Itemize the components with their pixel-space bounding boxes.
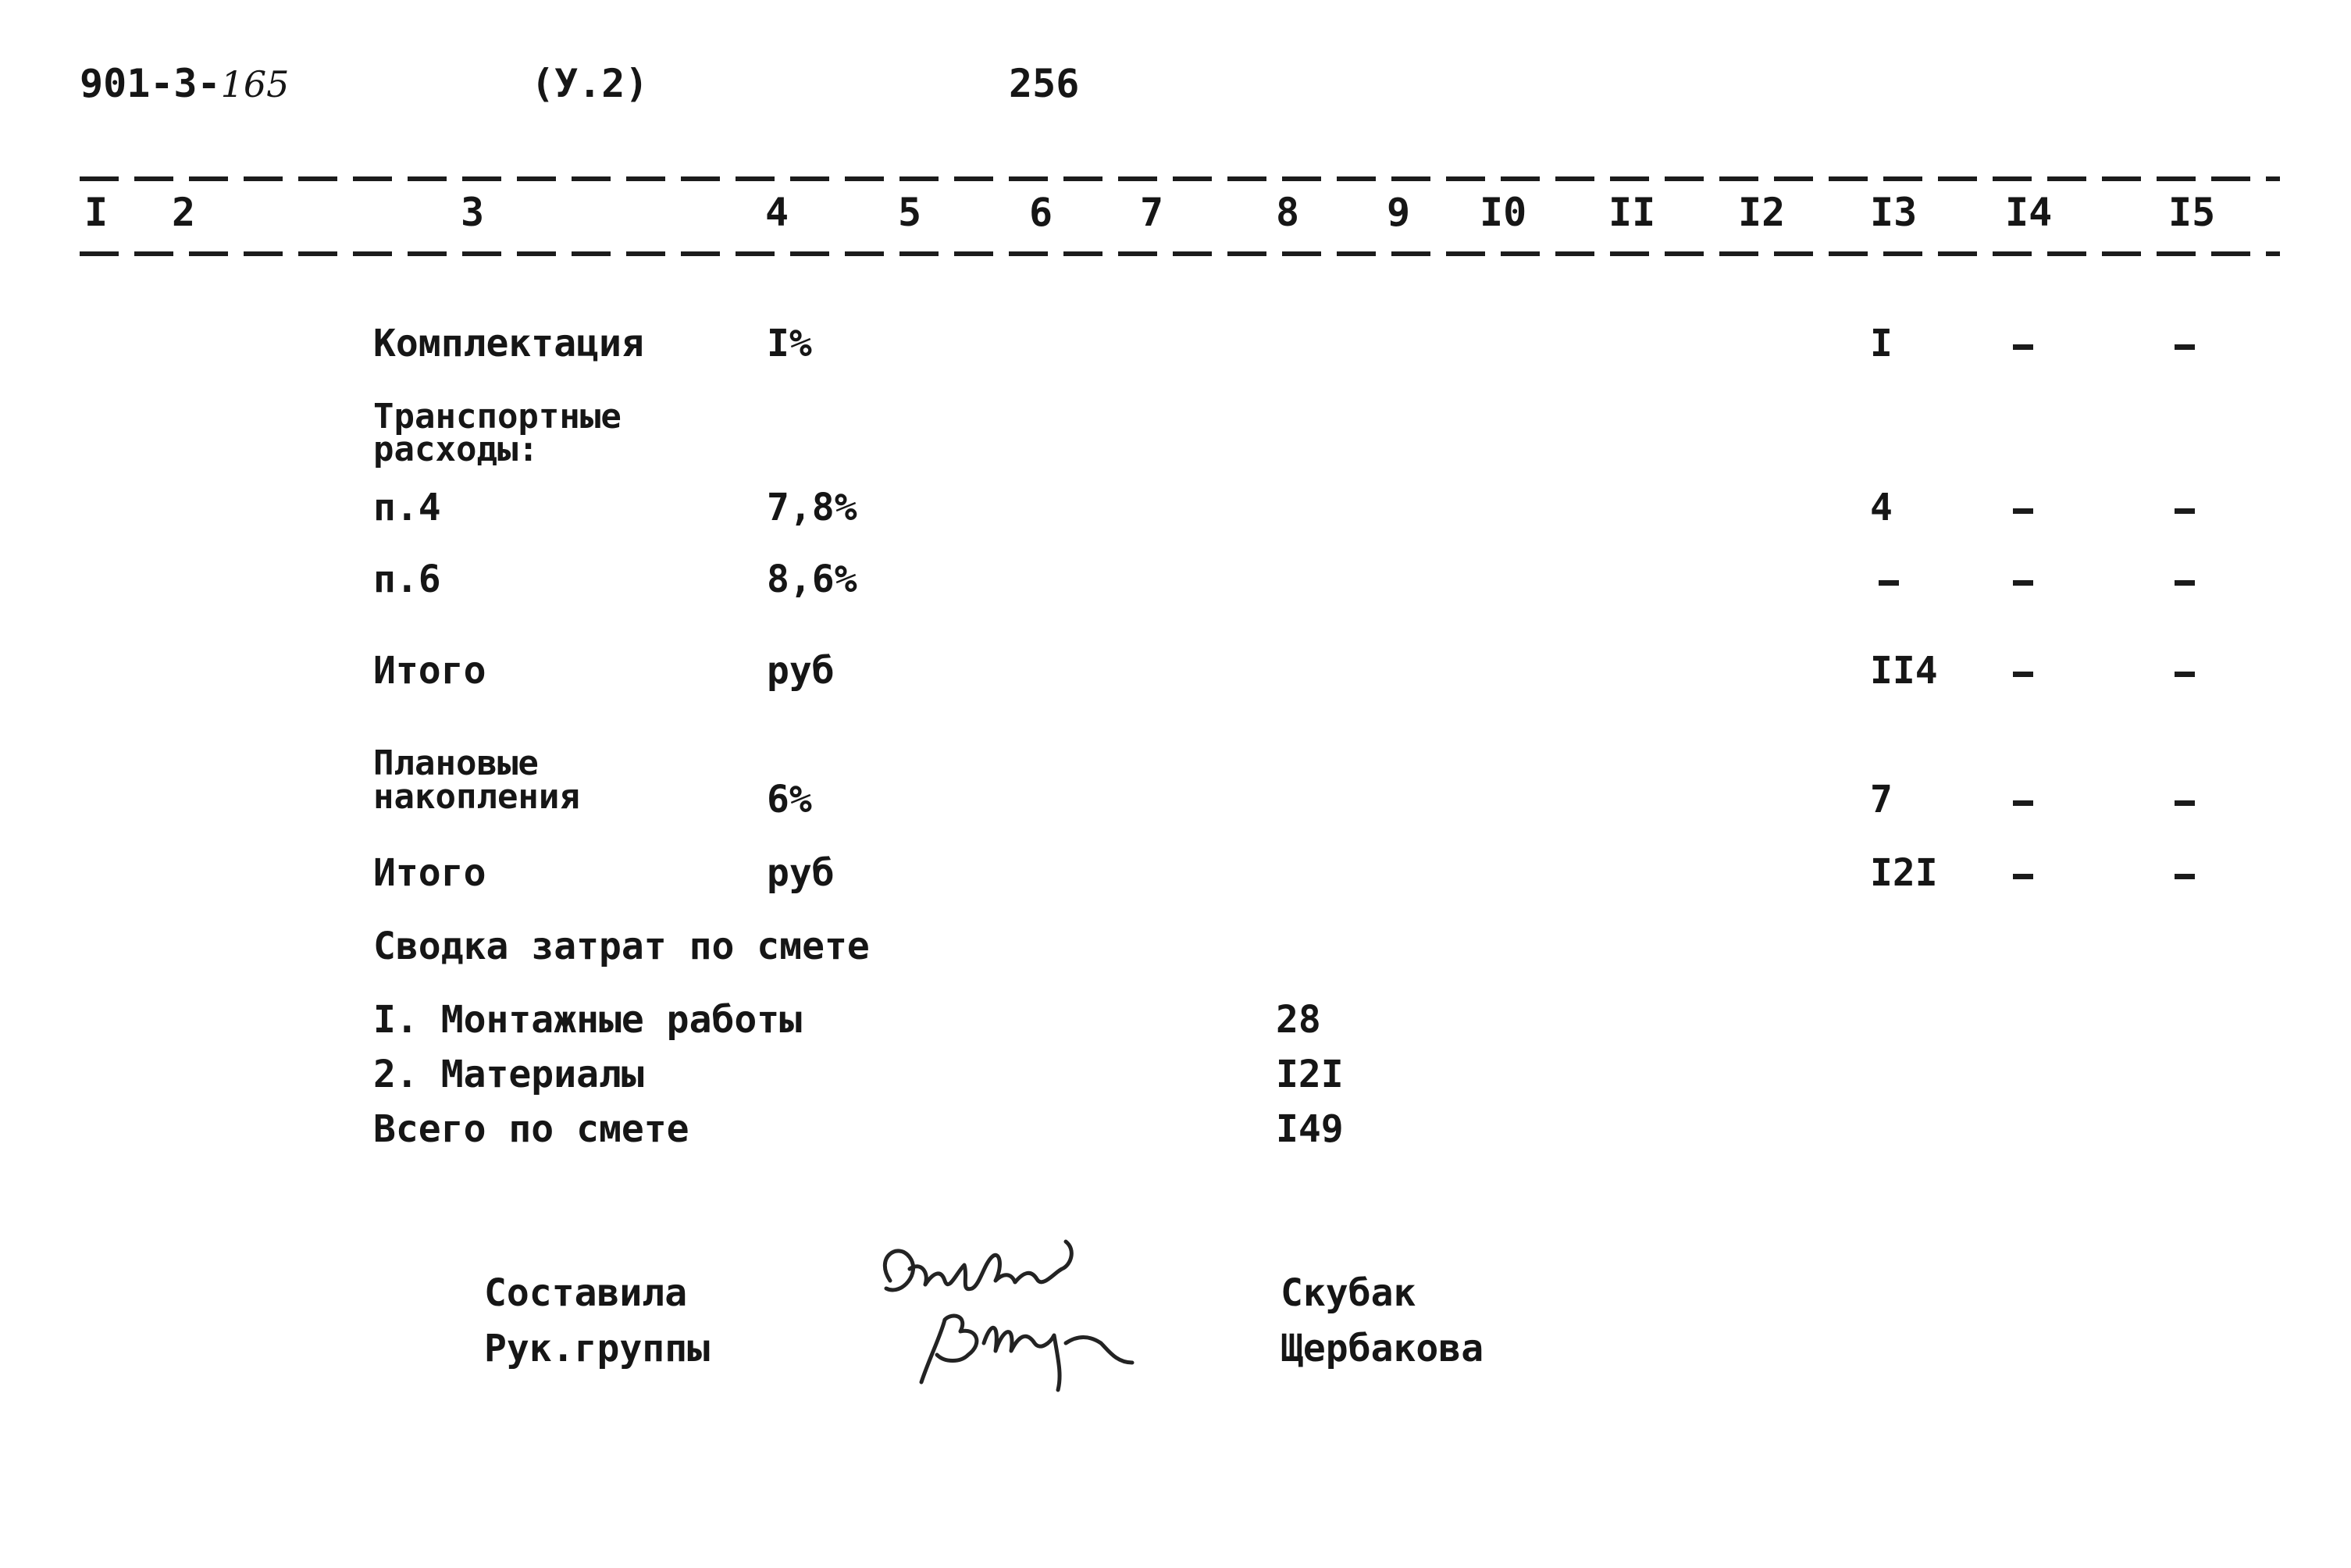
row-col15-dash xyxy=(2175,800,2195,806)
row-label-line1: Транспортные xyxy=(373,397,622,437)
row-label: Комплектация xyxy=(373,322,644,365)
sheet-reference: (У.2) xyxy=(531,61,649,106)
row-label: Итого xyxy=(373,851,486,895)
signature-group-lead xyxy=(921,1316,1132,1390)
header-rule-top xyxy=(80,176,2280,181)
column-number: I4 xyxy=(2005,190,2053,235)
row-label-line2: расходы: xyxy=(373,429,539,469)
summary-item-value: 28 xyxy=(1276,998,1321,1042)
header-rule-bottom xyxy=(80,251,2280,256)
column-number: 9 xyxy=(1387,190,1411,235)
row-label: п.6 xyxy=(373,558,441,601)
row-col15-dash xyxy=(2175,874,2195,879)
summary-item-label: 2. Материалы xyxy=(373,1053,644,1096)
summary-item-label: I. Монтажные работы xyxy=(373,998,803,1042)
column-number: 2 xyxy=(172,190,196,235)
column-number: 5 xyxy=(898,190,922,235)
summary-item-value: I49 xyxy=(1276,1107,1344,1151)
column-number: I2 xyxy=(1738,190,1786,235)
row-label: п.4 xyxy=(373,486,441,529)
row-col13-value: 7 xyxy=(1870,778,1893,821)
row-col15-dash xyxy=(2175,344,2195,350)
row-rate: руб xyxy=(767,649,835,693)
row-col14-dash xyxy=(2013,800,2033,806)
summary-title: Сводка затрат по смете xyxy=(373,925,870,968)
row-col13-dash xyxy=(1879,580,1899,586)
document-code-handwritten: 165 xyxy=(220,63,290,105)
page-number: 256 xyxy=(1009,61,1080,106)
column-number: I5 xyxy=(2168,190,2216,235)
row-col13-value: I2I xyxy=(1870,851,1938,895)
document-code-printed: 901-3- xyxy=(80,61,221,106)
column-number: I0 xyxy=(1480,190,1527,235)
row-col15-dash xyxy=(2175,508,2195,514)
row-rate: 8,6% xyxy=(767,558,857,601)
row-col15-dash xyxy=(2175,672,2195,677)
row-col14-dash xyxy=(2013,672,2033,677)
row-rate: руб xyxy=(767,851,835,895)
column-number: II xyxy=(1608,190,1656,235)
row-rate: 6% xyxy=(767,778,812,821)
group-lead-label: Рук.группы xyxy=(484,1327,710,1370)
row-col15-dash xyxy=(2175,580,2195,586)
row-col13-value: I xyxy=(1870,322,1893,365)
row-rate: I% xyxy=(767,322,812,365)
row-col14-dash xyxy=(2013,874,2033,879)
group-lead-name: Щербакова xyxy=(1281,1327,1484,1370)
row-col13-value: 4 xyxy=(1870,486,1893,529)
summary-item-value: I2I xyxy=(1276,1053,1344,1096)
column-number: I3 xyxy=(1870,190,1918,235)
column-number: 6 xyxy=(1029,190,1053,235)
row-col14-dash xyxy=(2013,580,2033,586)
document-code xyxy=(80,61,290,106)
column-number: 8 xyxy=(1276,190,1300,235)
row-label-line1: Плановые xyxy=(373,743,539,783)
row-label-line2: накопления xyxy=(373,777,580,817)
row-rate: 7,8% xyxy=(767,486,857,529)
column-number: 3 xyxy=(461,190,485,235)
row-col13-value: II4 xyxy=(1870,649,1938,693)
column-number: 7 xyxy=(1140,190,1164,235)
signature-compiler xyxy=(885,1242,1071,1290)
column-number: I xyxy=(84,190,109,235)
summary-item-label: Всего по смете xyxy=(373,1107,689,1151)
handwritten-signatures xyxy=(867,1226,1195,1398)
compiled-by-name: Скубак xyxy=(1281,1271,1416,1315)
row-col14-dash xyxy=(2013,508,2033,514)
compiled-by-label: Составила xyxy=(484,1271,688,1315)
row-label: Итого xyxy=(373,649,486,693)
row-col14-dash xyxy=(2013,344,2033,350)
column-number: 4 xyxy=(765,190,789,235)
